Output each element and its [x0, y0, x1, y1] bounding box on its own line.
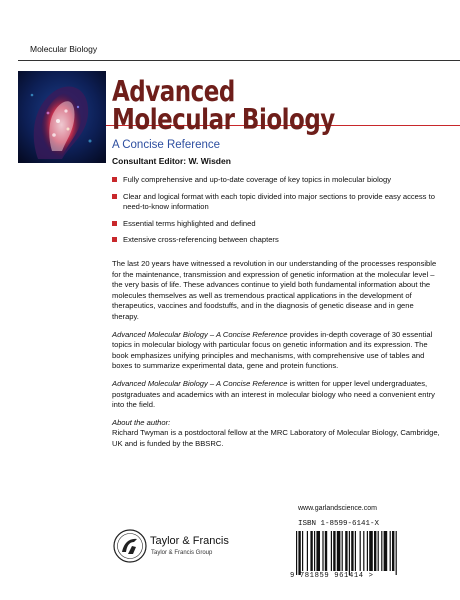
barcode-bar — [322, 531, 323, 571]
barcode-bar — [369, 531, 373, 571]
barcode — [290, 531, 440, 575]
barcode-bar — [360, 531, 361, 571]
barcode-bar — [296, 531, 297, 575]
barcode-bar — [378, 531, 379, 571]
barcode-bar — [384, 531, 388, 571]
category-divider — [18, 60, 460, 61]
feature-bullet-list — [112, 175, 442, 252]
barcode-bar — [355, 531, 356, 571]
publisher-website: www.garlandscience.com — [298, 505, 377, 512]
feature-bullet: Fully comprehensive and up-to-date coverage of key topics in molecular biology — [112, 175, 442, 186]
barcode-bar — [298, 531, 300, 575]
description-paragraph: Advanced Molecular Biology – A Concise Reference provides in-depth coverage of 30 essential topics in molecular biology with particular focus on genetic information and its expression. The book emphasizes unifying principles and mechanisms, with comprehensive use of tables and boxes to summarize experimental data, gene and protein functions. — [112, 329, 433, 371]
bullet-square-icon — [112, 237, 117, 242]
barcode-bar — [390, 531, 391, 571]
feature-bullet: Extensive cross-referencing between chapters — [112, 235, 442, 246]
barcode-bar — [349, 531, 350, 575]
isbn-label: ISBN 1-8599-6141-X — [298, 520, 380, 528]
barcode-bar — [396, 531, 397, 575]
barcode-bar — [392, 531, 394, 571]
description-block — [112, 259, 442, 457]
barcode-bar — [345, 531, 347, 571]
barcode-bar — [325, 531, 327, 571]
book-title-italic: Advanced Molecular Biology – A Concise Reference — [112, 378, 288, 388]
category-label: Molecular Biology — [30, 44, 98, 54]
barcode-bar — [367, 531, 368, 571]
barcode-bar — [314, 531, 315, 571]
feature-bullet: Essential terms highlighted and defined — [112, 219, 442, 230]
about-author — [112, 418, 442, 429]
publisher-group: Taylor & Francis Group — [151, 550, 213, 556]
cover-micrograph — [18, 71, 106, 163]
barcode-bar — [333, 531, 335, 571]
barcode-bar — [310, 531, 312, 571]
barcode-bar — [351, 531, 353, 571]
barcode-bar — [381, 531, 382, 571]
barcode-digits: 9 781859 961414 > — [290, 572, 374, 580]
barcode-bar — [363, 531, 364, 571]
cell-micrograph-image — [18, 71, 106, 163]
book-subtitle: A Concise Reference — [112, 139, 221, 151]
description-paragraph: Advanced Molecular Biology – A Concise Reference is written for upper level undergraduates, postgraduates and academics with an interest in molecular biology who need a convenient entry into the field. — [112, 378, 435, 410]
bullet-square-icon — [112, 221, 117, 226]
book-title-line2: Molecular Biology — [112, 104, 335, 137]
bullet-square-icon — [112, 177, 117, 182]
bullet-square-icon — [112, 194, 117, 199]
barcode-bar — [337, 531, 341, 571]
barcode-bar — [307, 531, 308, 571]
taylor-francis-logo — [112, 528, 148, 564]
publisher-name: Taylor & Francis — [150, 535, 229, 547]
feature-bullet: Clear and logical format with each topic divided into major sections to provide easy access to need-to-know information — [112, 192, 442, 213]
barcode-bar — [302, 531, 303, 571]
description-paragraph: The last 20 years have witnessed a revolution in our understanding of the processes responsible for the maintenance, transmission and expression of genetic information at the molecular level – the very basis of life. These advances continue to yield both fundamental information about the molecules themselves as well as tremendous practical applications in the development of therapeutics, vaccines and foodstuffs, and in the diagnosis of genetic disease and in gene therapy. — [112, 259, 437, 321]
book-title-italic: Advanced Molecular Biology – A Concise Reference — [112, 329, 288, 339]
barcode-bar — [316, 531, 320, 571]
book-title-line1: Advanced — [112, 76, 235, 109]
barcode-bar — [342, 531, 343, 571]
barcode-bar — [331, 531, 332, 571]
about-author-heading: About the author: — [112, 417, 171, 427]
consultant-editor: Consultant Editor: W. Wisden — [112, 156, 231, 166]
barcode-bar — [374, 531, 376, 571]
about-author-text: Richard Twyman is a postdoctoral fellow at the MRC Laboratory of Molecular Biology, Cambridge, UK and is funded by the BBSRC. — [112, 428, 440, 448]
